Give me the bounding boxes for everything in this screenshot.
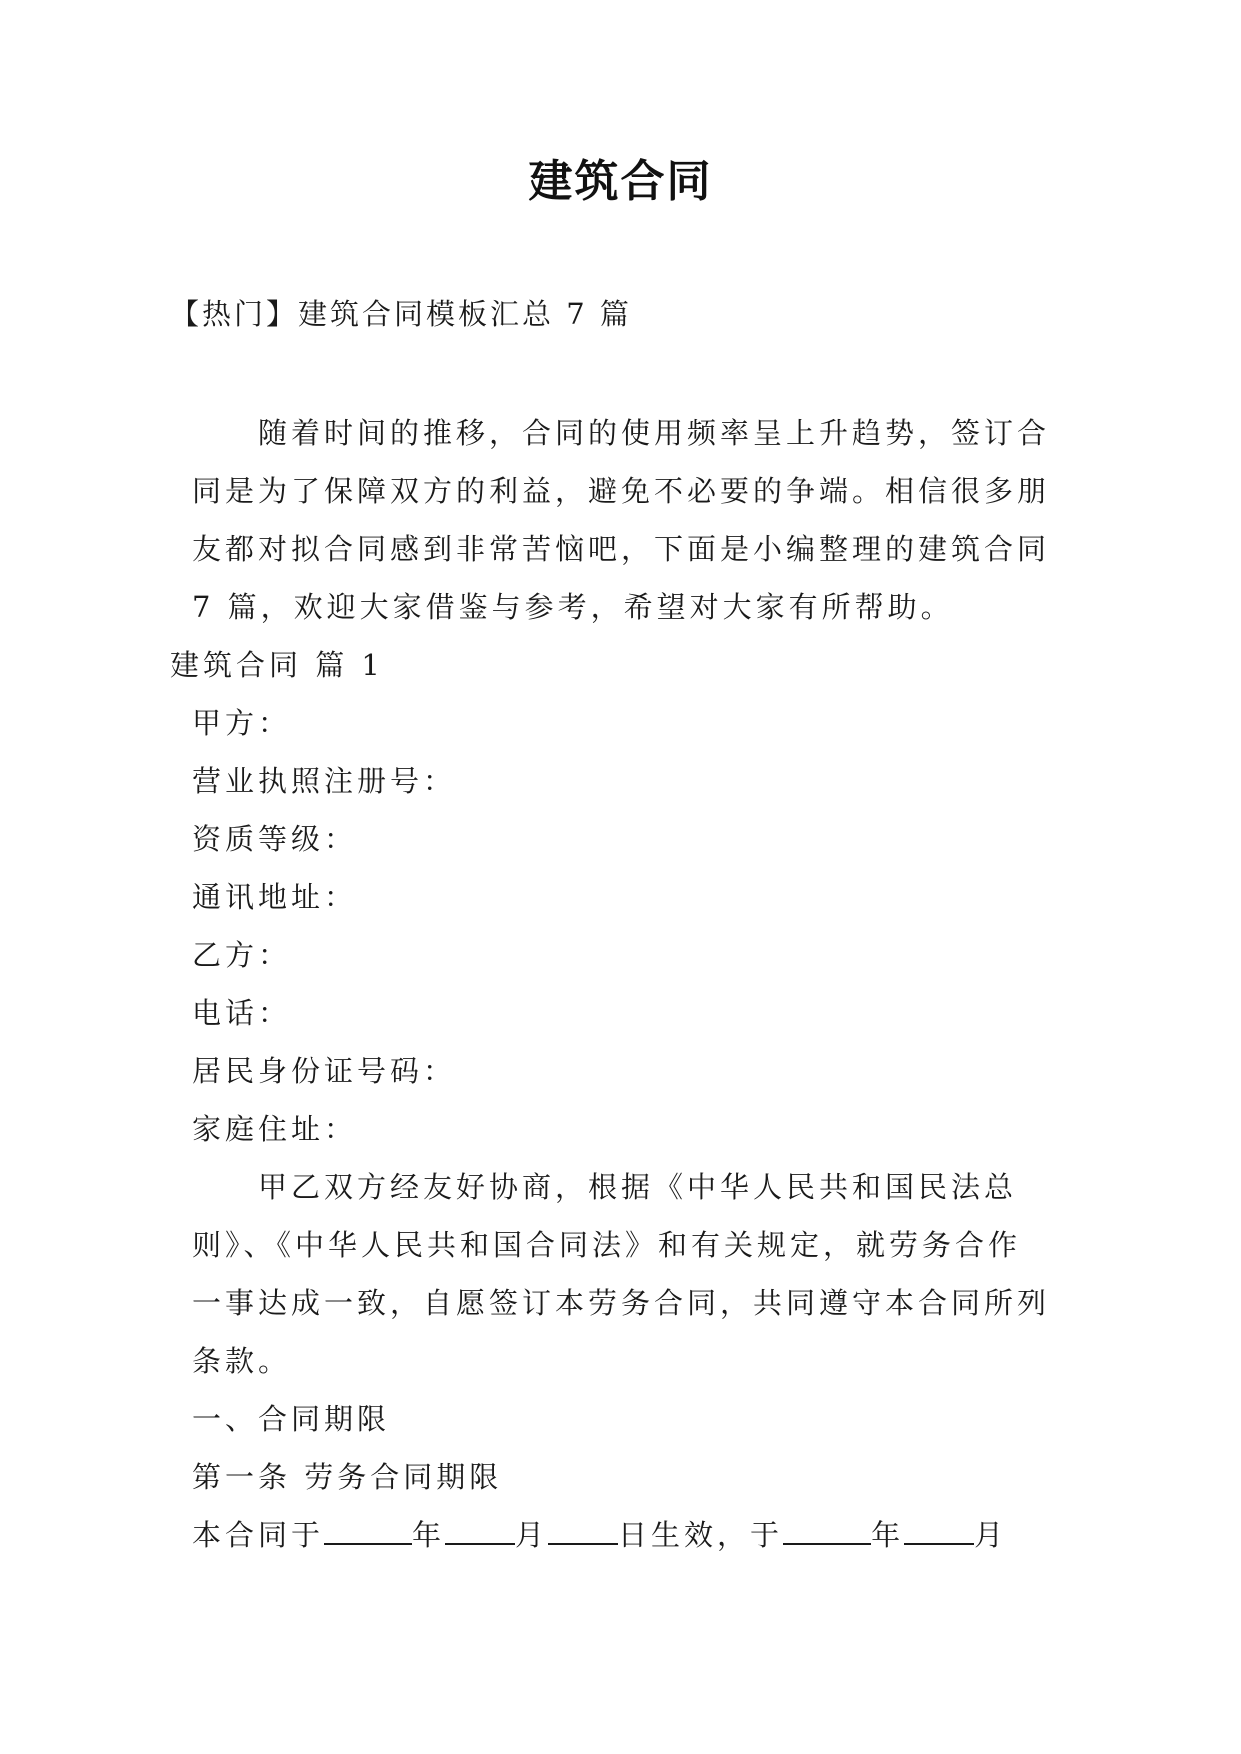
term-month-1: 月 bbox=[515, 1518, 549, 1552]
document-title: 建筑合同 bbox=[528, 156, 713, 207]
field-qualification-level: 资质等级： bbox=[192, 822, 358, 856]
blank-month-start bbox=[445, 1515, 515, 1545]
term-prefix: 本合同于 bbox=[192, 1518, 325, 1552]
field-party-a: 甲方： bbox=[192, 706, 292, 740]
chapter-heading: 一、合同期限 bbox=[192, 1402, 391, 1436]
document-subtitle: 【热门】建筑合同模板汇总 7 篇 bbox=[170, 297, 632, 331]
field-home-address: 家庭住址： bbox=[192, 1112, 358, 1146]
field-id-number: 居民身份证号码： bbox=[192, 1054, 457, 1088]
blank-month-end bbox=[904, 1515, 974, 1545]
field-party-b: 乙方： bbox=[192, 938, 292, 972]
section-heading: 建筑合同 篇 1 bbox=[170, 648, 384, 682]
field-mailing-address: 通讯地址： bbox=[192, 880, 358, 914]
document-body bbox=[170, 404, 1051, 1564]
intro-paragraph: 随着时间的推移，合同的使用频率呈上升趋势，签订合同是为了保障双方的利益，避免不必要的争端。相信很多朋友都对拟合同感到非常苦恼吧，下面是小编整理的建筑合同 7 篇，欢迎大家借鉴与参考，希望对大家有所帮助。 bbox=[192, 416, 1051, 624]
term-day-effective: 日生效，于 bbox=[618, 1518, 784, 1552]
field-business-license: 营业执照注册号： bbox=[192, 764, 457, 798]
agreement-paragraph: 甲乙双方经友好协商，根据《中华人民共和国民法总则》、《中华人民共和国合同法》和有关规定，就劳务合作一事达成一致，自愿签订本劳务合同，共同遵守本合同所列条款。 bbox=[192, 1170, 1051, 1378]
blank-year-end bbox=[783, 1515, 871, 1545]
term-year-2: 年 bbox=[871, 1518, 905, 1552]
term-year-1: 年 bbox=[412, 1518, 446, 1552]
blank-year-start bbox=[324, 1515, 412, 1545]
blank-day-start bbox=[548, 1515, 618, 1545]
field-phone: 电话： bbox=[192, 996, 292, 1030]
term-line bbox=[192, 1506, 1050, 1564]
term-month-2: 月 bbox=[974, 1518, 1008, 1552]
article-heading: 第一条 劳务合同期限 bbox=[192, 1460, 503, 1494]
